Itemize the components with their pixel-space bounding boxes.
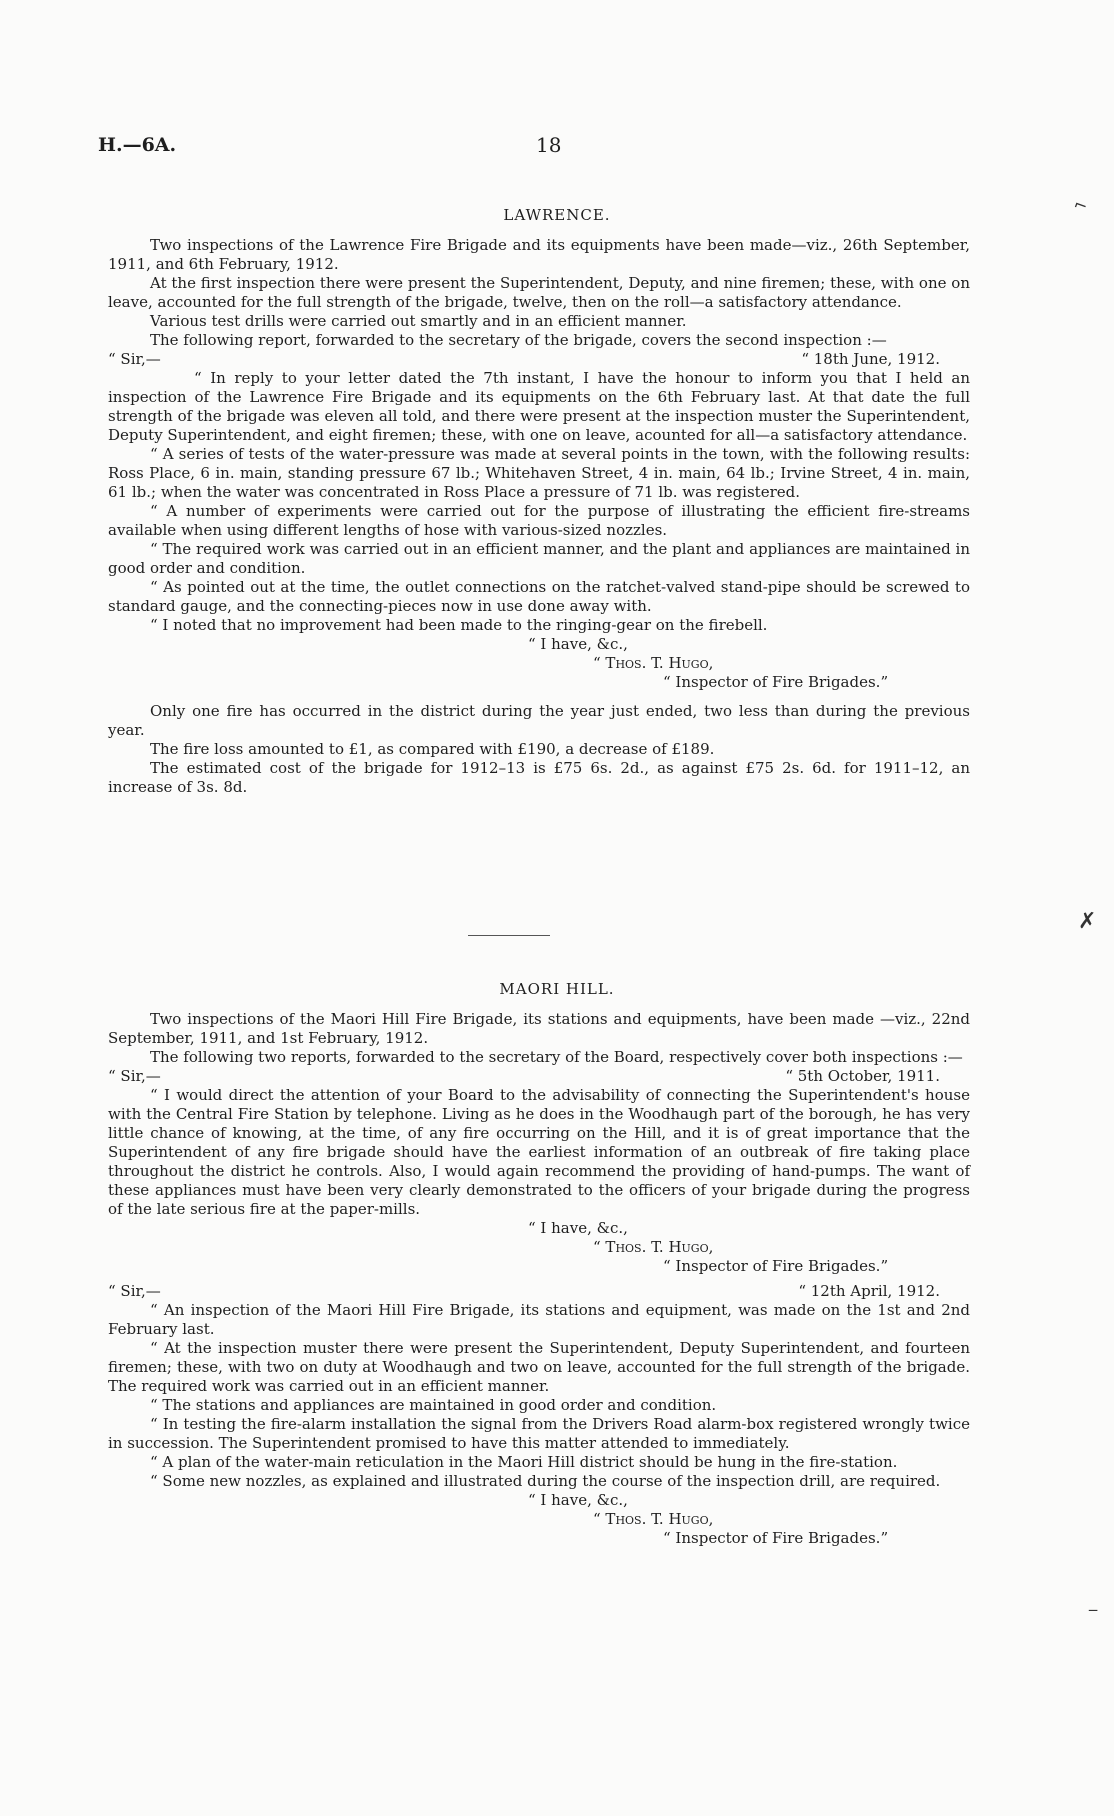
maori-hill-letter-1-salutation: “ Sir,— <box>108 1067 161 1085</box>
lawrence-letter-para-5: “ As pointed out at the time, the outlet connections on the ratchet-valved stand-pipe should be screwed to standard gauge, and the connecting-pieces now in use done away with. <box>108 578 970 615</box>
maori-hill-heading: MAORI HILL. <box>499 980 615 998</box>
maori-hill-letter-1-header <box>108 1067 970 1086</box>
maori-hill-letter-2-para-6: “ Some new nozzles, as explained and illustrated during the course of the inspection drill, are required. <box>150 1472 941 1490</box>
lawrence-para-5: Only one fire has occurred in the district during the year just ended, two less than during the previous year. <box>108 702 970 739</box>
lawrence-signature-title: “ Inspector of Fire Brigades.” <box>663 673 889 691</box>
lawrence-salutation: “ Sir,— <box>108 350 161 368</box>
lawrence-para-7: The estimated cost of the brigade for 1912–13 is £75 6s. 2d., as against £75 2s. 6d. for 1911–12, an increase of 3s. 8d. <box>108 759 970 796</box>
maori-hill-letter-2-signature: “ Thos. T. Hugo, <box>593 1510 714 1528</box>
maori-hill-letter-1-signoff: “ I have, &c., <box>528 1219 628 1237</box>
lawrence-letter-date: “ 18th June, 1912. <box>801 350 940 368</box>
lawrence-letter-para-6: “ I noted that no improvement had been made to the ringing-gear on the firebell. <box>150 616 768 634</box>
maori-hill-letter-1-body: “ I would direct the attention of your Board to the advisability of connecting the Superintendent's house with the Central Fire Station by telephone. Living as he does in the Woodhaugh part of the borough, he has very little chance of knowing, at the time, of any fire occurring on the Hill, and it is of great importance that the Superintendent of any fire brigade should have the earliest information of an outbreak of fire taking place throughout the district he controls. Also, I would again recommend the providing of hand-pumps. The want of these appliances must have been very clearly demonstrated to the officers of your brigade during the progress of the late serious fire at the paper-mills. <box>108 1086 970 1218</box>
maori-hill-section <box>108 1010 970 1548</box>
lawrence-para-1: Two inspections of the Lawrence Fire Brigade and its equipments have been made—viz., 26th September, 1911, and 6th February, 1912. <box>108 236 970 273</box>
lawrence-letter-para-1: “ In reply to your letter dated the 7th instant, I have the honour to inform you that I held an inspection of the Lawrence Fire Brigade and its equipments on the 6th February last. At that date the full strength of the brigade was eleven all told, and there were present at the inspection muster the Superintendent, Deputy Superintendent, and eight firemen; these, with one on leave, acounted for all—a satisfactory attendance. <box>108 369 970 444</box>
maori-hill-letter-2-para-3: “ The stations and appliances are maintained in good order and condition. <box>150 1396 717 1414</box>
lawrence-para-2: At the first inspection there were present the Superintendent, Deputy, and nine firemen; these, with one on leave, accounted for the full strength of the brigade, twelve, then on the roll—a satisfactory attendance. <box>108 274 970 311</box>
maori-hill-letter-1-date: “ 5th October, 1911. <box>785 1067 940 1085</box>
lawrence-section <box>108 236 970 797</box>
maori-hill-letter-2-para-1: “ An inspection of the Maori Hill Fire Brigade, its stations and equipment, was made on the 1st and 2nd February last. <box>108 1301 970 1338</box>
maori-hill-letter-2-para-5: “ A plan of the water-main reticulation in the Maori Hill district should be hung in the fire-station. <box>150 1453 898 1471</box>
lawrence-para-6: The fire loss amounted to £1, as compared with £190, a decrease of £189. <box>150 740 715 758</box>
lawrence-letter-para-2: “ A series of tests of the water-pressure was made at several points in the town, with the following results: Ross Place, 6 in. main, standing pressure 67 lb.; Whitehaven Street, 4 in. main, 64 lb.; Irvine Street, 4 in. main, 61 lb.; when the water was concentrated in Ross Place a pressure of 71 lb. was registered. <box>108 445 970 501</box>
lawrence-letter-para-4: “ The required work was carried out in an efficient manner, and the plant and appliances are maintained in good order and condition. <box>108 540 970 577</box>
page-number: 18 <box>536 133 562 157</box>
maori-hill-para-2: The following two reports, forwarded to the secretary of the Board, respectively cover both inspections :— <box>150 1048 963 1066</box>
section-divider <box>468 935 550 936</box>
lawrence-letter-para-3: “ A number of experiments were carried out for the purpose of illustrating the efficient fire-streams available when using different lengths of hose with various-sized nozzles. <box>108 502 970 539</box>
maori-hill-letter-2-date: “ 12th April, 1912. <box>798 1282 940 1300</box>
margin-mark-icon: ⌐ <box>1071 194 1091 217</box>
maori-hill-letter-2-header <box>108 1282 970 1301</box>
lawrence-signature: “ Thos. T. Hugo, <box>593 654 714 672</box>
lawrence-signoff: “ I have, &c., <box>528 635 628 653</box>
maori-hill-letter-2-para-2: “ At the inspection muster there were present the Superintendent, Deputy Superintendent, and fourteen firemen; these, with two on duty at Woodhaugh and two on leave, accounted for the full strength of the brigade. The required work was carried out in an efficient manner. <box>108 1339 970 1395</box>
lawrence-heading: LAWRENCE. <box>503 206 611 224</box>
maori-hill-letter-1-signature: “ Thos. T. Hugo, <box>593 1238 714 1256</box>
maori-hill-letter-2-salutation: “ Sir,— <box>108 1282 161 1300</box>
maori-hill-letter-2-signoff: “ I have, &c., <box>528 1491 628 1509</box>
margin-cross-icon: ✗ <box>1078 909 1097 934</box>
report-reference: H.—6A. <box>98 134 177 156</box>
lawrence-para-3: Various test drills were carried out smartly and in an efficient manner. <box>150 312 687 330</box>
lawrence-letter-header <box>108 350 970 369</box>
maori-hill-para-1: Two inspections of the Maori Hill Fire Brigade, its stations and equipments, have been made —viz., 22nd September, 1911, and 1st February, 1912. <box>108 1010 970 1047</box>
lawrence-para-4: The following report, forwarded to the secretary of the brigade, covers the second inspection :— <box>150 331 887 349</box>
margin-dash-icon: ‒ <box>1088 1600 1099 1619</box>
maori-hill-letter-2-signature-title: “ Inspector of Fire Brigades.” <box>663 1529 889 1547</box>
maori-hill-letter-2-para-4: “ In testing the fire-alarm installation the signal from the Drivers Road alarm-box registered wrongly twice in succession. The Superintendent promised to have this matter attended to immediately. <box>108 1415 970 1452</box>
maori-hill-letter-1-signature-title: “ Inspector of Fire Brigades.” <box>663 1257 889 1275</box>
